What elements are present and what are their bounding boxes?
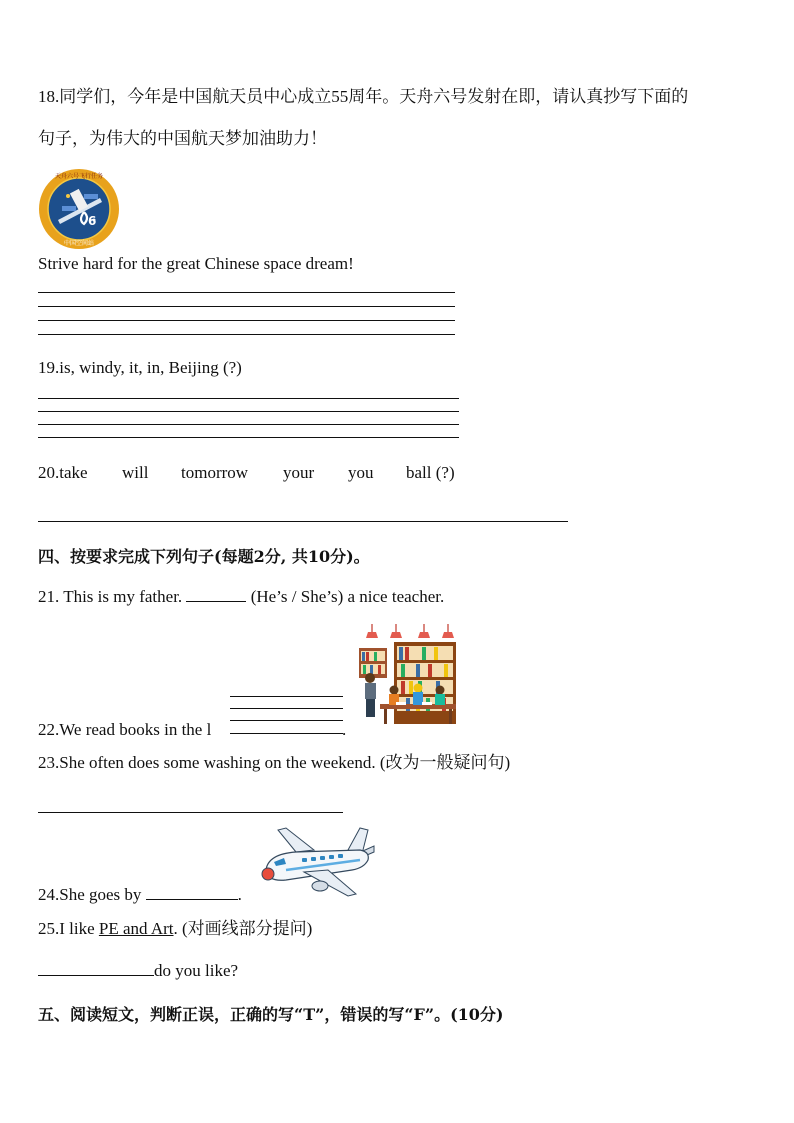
- tianzhou-6-mission-badge: [38, 168, 120, 250]
- q21-prefix: 21. This is my father.: [38, 587, 187, 606]
- q24-text: 24.She goes by: [38, 885, 146, 904]
- q21-prompt: [38, 587, 444, 607]
- q23-prompt: 23.She often does some washing on the weekend. (改为一般疑问句): [38, 753, 511, 772]
- q22-prompt: 22.We read books in the l: [38, 720, 212, 739]
- q23-answer-line[interactable]: [38, 812, 343, 813]
- q24-end: .: [237, 885, 242, 904]
- section-4-title: 四、按要求完成下列句子(每题2分, 共10分)。: [38, 547, 370, 566]
- q25-answer: [38, 961, 238, 981]
- q21-answer-blank[interactable]: [186, 601, 246, 602]
- badge-number: 6: [88, 214, 97, 228]
- q25-prefix: 25.I like: [38, 919, 99, 938]
- q25-underlined-part: PE and Art: [98, 919, 174, 938]
- q25-suffix: . (对画线部分提问): [173, 919, 313, 938]
- answer-line[interactable]: [38, 521, 568, 522]
- q18-sentence: Strive hard for the great Chinese space dream!: [38, 254, 354, 273]
- answer-line: [230, 720, 343, 721]
- q18-line1: 18.同学们，今年是中国航天员中心成立55周年。天舟六号发射在即，请认真抄写下面的: [38, 87, 689, 106]
- q18-line2: 句子，为伟大的中国航天梦加油助力！: [38, 129, 327, 148]
- q20-word: tomorrow: [181, 463, 249, 482]
- badge-top-text: 天舟六号飞行任务: [54, 173, 103, 180]
- airplane-illustration: [256, 824, 376, 904]
- q19-prompt: 19.is, windy, it, in, Beijing (?): [38, 358, 242, 377]
- q25-answer-suffix: do you like?: [154, 961, 239, 980]
- q21-suffix: (He’s / She’s) a nice teacher.: [246, 587, 445, 606]
- section-5-title: 五、阅读短文，判断正误，正确的写“T”，错误的写“F”。(10分): [38, 1005, 504, 1024]
- q24-answer-blank[interactable]: [146, 899, 238, 900]
- q20-word: ball (?): [406, 463, 455, 482]
- q24-prompt: [38, 885, 242, 905]
- q22-end: .: [342, 720, 347, 739]
- writing-line: [38, 411, 459, 412]
- writing-line: [38, 292, 455, 293]
- badge-bottom-text: 中国空间站: [63, 240, 94, 247]
- q20-word: will: [122, 463, 149, 482]
- q25-prompt: [38, 919, 312, 939]
- q20-word: you: [348, 463, 374, 482]
- writing-line: [38, 437, 459, 438]
- writing-line: [38, 398, 459, 399]
- q22-answer-line[interactable]: [230, 733, 343, 734]
- writing-line: [38, 334, 455, 335]
- q25-answer-blank[interactable]: [38, 975, 154, 976]
- library-illustration: [356, 624, 460, 728]
- writing-line: [38, 306, 455, 307]
- q20-word: 20.take: [38, 463, 88, 482]
- writing-line: [38, 320, 455, 321]
- answer-line: [230, 696, 343, 697]
- q20-word: your: [283, 463, 315, 482]
- writing-line: [38, 424, 459, 425]
- answer-line: [230, 708, 343, 709]
